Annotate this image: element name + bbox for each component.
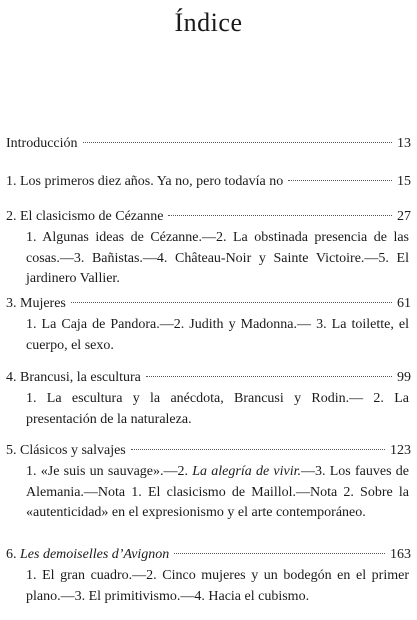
toc-entry-1 (6, 172, 411, 192)
toc-entry-3 (6, 294, 411, 356)
entry-title: 1. Los primeros diez años. Ya no, pero todavía no (6, 174, 284, 189)
page-number: 13 (397, 136, 411, 151)
toc-entry-6 (6, 545, 411, 607)
entry-title: 5. Clásicos y salvajes (6, 443, 126, 458)
page-number: 27 (397, 209, 411, 224)
page-number: 99 (397, 370, 411, 385)
dot-leader (288, 180, 392, 181)
dot-leader (174, 553, 385, 554)
entry-title: 3. Mujeres (6, 296, 66, 311)
toc-entry-5 (6, 441, 411, 524)
toc-entry-introduccion (6, 134, 411, 154)
entry-subsections: 1. La escultura y la anécdota, Brancusi y Rodin.— 2. La presentación de la naturaleza. (26, 391, 409, 427)
dot-leader (168, 215, 392, 216)
entry-title: 6. Les demoiselles d’Avignon (6, 547, 170, 562)
dot-leader (83, 142, 392, 143)
page-number: 163 (390, 547, 411, 562)
entry-subsections: 1. Algunas ideas de Cézanne.—2. La obstinada presencia de las cosas.—3. Bañistas.—4. Château-Noir y Sainte Victoire.—5. El jardinero Vallier. (26, 230, 409, 286)
entry-subsections: 1. La Caja de Pandora.—2. Judith y Madonna.— 3. La toilette, el cuerpo, el sexo. (26, 317, 409, 353)
entry-subsections: 1. El gran cuadro.—2. Cinco mujeres y un bodegón en el primer plano.—3. El primitivismo.—4. Hacia el cubismo. (26, 568, 409, 604)
toc-entry-2 (6, 207, 411, 290)
dot-leader (146, 376, 392, 377)
dot-leader (131, 449, 385, 450)
toc-entry-4 (6, 368, 411, 430)
dot-leader (71, 302, 392, 303)
entry-title: Introducción (6, 136, 78, 151)
entry-subsections: 1. «Je suis un sauvage».—2. La alegría de vivir.—3. Los fauves de Alemania.—Nota 1. El clasicismo de Maillol.—Nota 2. Sobre la «autenticidad» en el expresionismo y el arte contemporáneo. (26, 464, 409, 520)
page-number: 123 (390, 443, 411, 458)
entry-title: 4. Brancusi, la escultura (6, 370, 141, 385)
page-number: 61 (397, 296, 411, 311)
page-number: 15 (397, 174, 411, 189)
page-title: Índice (174, 8, 243, 37)
entry-title: 2. El clasicismo de Cézanne (6, 209, 164, 224)
